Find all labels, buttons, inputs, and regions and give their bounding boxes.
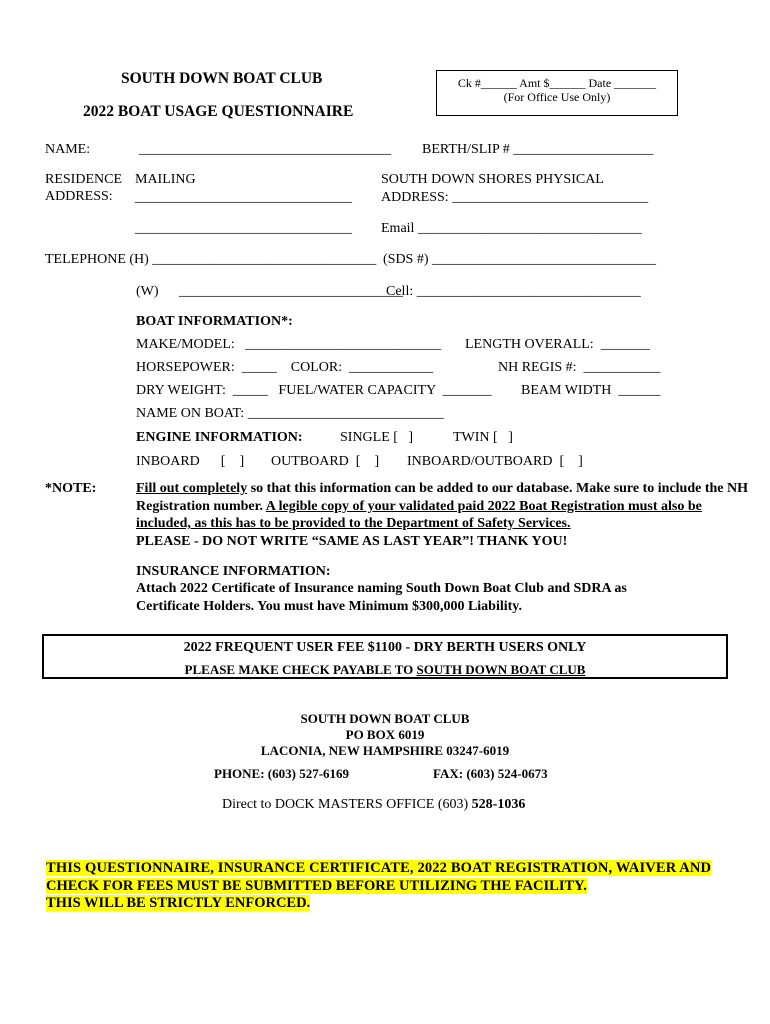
note-paragraph <box>136 480 748 550</box>
sds-address-field[interactable]: ADDRESS: ____________________________ <box>381 190 649 205</box>
office-use-line1: Ck #______ Amt $______ Date _______ <box>457 76 657 90</box>
mailing-address-field-2[interactable]: _______________________________ <box>135 221 352 236</box>
beam-width-field[interactable]: BEAM WIDTH ______ <box>521 383 661 398</box>
form-title: 2022 BOAT USAGE QUESTIONNAIRE <box>83 103 354 120</box>
fee-box <box>42 634 728 679</box>
twin-engine-checkbox[interactable]: TWIN [ ] <box>453 430 513 445</box>
insurance-line-2: Certificate Holders. You must have Minimum $300,000 Liability. <box>136 599 523 614</box>
contact-po-box: PO BOX 6019 <box>345 727 425 742</box>
contact-club-name: SOUTH DOWN BOAT CLUB <box>300 711 470 726</box>
name-field[interactable]: ____________________________________ <box>139 142 391 157</box>
work-phone-label: (W) <box>136 284 159 299</box>
single-engine-checkbox[interactable]: SINGLE [ ] <box>340 430 414 445</box>
final-notice-line-2-text: CHECK FOR FEES MUST BE SUBMITTED BEFORE UTILIZING THE FACILITY. <box>46 878 587 894</box>
cell-phone-field[interactable]: Cell: ________________________________ <box>386 284 641 299</box>
boat-info-heading: BOAT INFORMATION*: <box>136 314 293 329</box>
final-notice-line-3 <box>46 895 310 912</box>
email-field[interactable]: Email ________________________________ <box>381 221 642 236</box>
insurance-heading: INSURANCE INFORMATION: <box>136 564 331 579</box>
final-notice-line-1-text: THIS QUESTIONNAIRE, INSURANCE CERTIFICATE, 2022 BOAT REGISTRATION, WAIVER AND <box>46 860 712 876</box>
office-use-box <box>436 70 678 116</box>
insurance-line-1: Attach 2022 Certificate of Insurance naming South Down Boat Club and SDRA as <box>136 581 627 596</box>
note-label: *NOTE: <box>45 481 97 496</box>
name-label: NAME: <box>45 142 91 157</box>
length-overall-field[interactable]: LENGTH OVERALL: _______ <box>465 337 650 352</box>
inboard-outboard-checkbox[interactable]: INBOARD/OUTBOARD [ ] <box>407 454 583 469</box>
work-phone-field[interactable]: ________________________________ <box>179 284 403 299</box>
check-payable-text <box>44 662 726 677</box>
mailing-address-field-1[interactable]: _______________________________ <box>135 190 352 205</box>
sds-phone-field[interactable]: (SDS #) ________________________________ <box>383 252 657 267</box>
mailing-label: MAILING <box>135 172 196 187</box>
final-notice-line-3-text: THIS WILL BE STRICTLY ENFORCED. <box>46 895 311 911</box>
address-label: ADDRESS: <box>45 189 113 204</box>
final-notice-line-2 <box>46 878 587 895</box>
dry-weight-fuel-field[interactable]: DRY WEIGHT: _____ FUEL/WATER CAPACITY _______ <box>136 383 492 398</box>
outboard-checkbox[interactable]: OUTBOARD [ ] <box>271 454 380 469</box>
berth-slip-field[interactable]: BERTH/SLIP # ____________________ <box>422 142 654 157</box>
check-payee: SOUTH DOWN BOAT CLUB <box>416 662 586 677</box>
telephone-home-field[interactable]: TELEPHONE (H) ________________________________ <box>45 252 377 267</box>
sds-physical-label: SOUTH DOWN SHORES PHYSICAL <box>381 172 604 187</box>
dock-masters-prefix: Direct to DOCK MASTERS OFFICE (603) <box>222 797 472 812</box>
contact-city: LACONIA, NEW HAMPSHIRE 03247-6019 <box>260 743 510 758</box>
club-name-heading: SOUTH DOWN BOAT CLUB <box>121 70 323 87</box>
note-fill-out-text: Fill out completely <box>136 481 248 496</box>
inboard-checkbox[interactable]: INBOARD [ ] <box>136 454 245 469</box>
contact-phone: PHONE: (603) 527-6169 <box>214 766 350 781</box>
check-payable-prefix: PLEASE MAKE CHECK PAYABLE TO <box>184 662 417 677</box>
engine-info-label: ENGINE INFORMATION: <box>136 430 303 445</box>
note-database-text: so that this information can be added to our database. Make sure to include the NH Registration number. <box>136 481 748 514</box>
fee-amount-text: 2022 FREQUENT USER FEE $1100 - DRY BERTH USERS ONLY <box>183 640 587 655</box>
horsepower-color-field[interactable]: HORSEPOWER: _____ COLOR: ____________ <box>136 360 434 375</box>
name-on-boat-field[interactable]: NAME ON BOAT: ____________________________ <box>136 406 444 421</box>
final-notice-line-1 <box>46 860 711 877</box>
dock-masters-number: 528-1036 <box>471 797 526 812</box>
make-model-field[interactable]: MAKE/MODEL: ____________________________ <box>136 337 442 352</box>
note-registration-text: A legible copy of your validated paid 2022 Boat Registration must also be included, as this has to be provided to the Department of Safety Services. <box>136 498 702 531</box>
residence-label: RESIDENCE <box>45 172 122 187</box>
dock-masters-line <box>222 797 525 813</box>
nh-regis-field[interactable]: NH REGIS #: ___________ <box>498 360 661 375</box>
contact-fax: FAX: (603) 524-0673 <box>433 766 548 781</box>
office-use-line2: (For Office Use Only) <box>503 90 611 104</box>
note-same-as-last-year-text: PLEASE - DO NOT WRITE “SAME AS LAST YEAR”! THANK YOU! <box>136 533 568 549</box>
